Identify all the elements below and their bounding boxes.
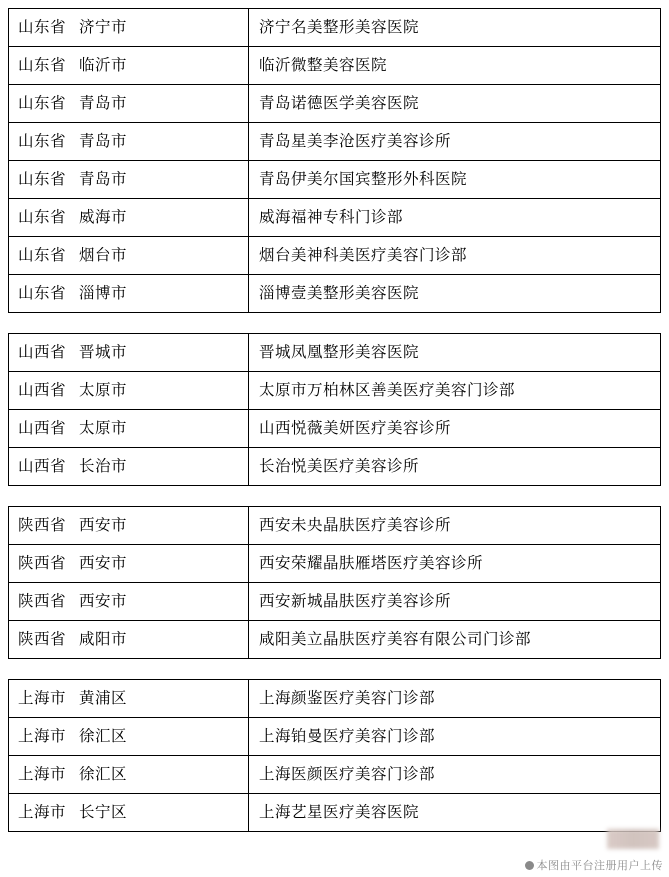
city-text: 临沂市 bbox=[79, 55, 128, 74]
cell-institution: 西安未央晶肤医疗美容诊所 bbox=[259, 515, 452, 534]
province-text: 山东省 bbox=[18, 283, 67, 302]
document-page bbox=[0, 8, 669, 877]
table-row bbox=[9, 718, 660, 756]
cell-region bbox=[9, 680, 249, 717]
cell-region bbox=[9, 756, 249, 793]
province-text: 山东省 bbox=[18, 207, 67, 226]
city-text: 威海市 bbox=[79, 207, 128, 226]
province-text: 陕西省 bbox=[18, 515, 67, 534]
province-text: 山东省 bbox=[18, 55, 67, 74]
cell-region bbox=[9, 9, 249, 46]
cell-institution: 临沂微整美容医院 bbox=[259, 55, 388, 74]
table-group bbox=[8, 8, 661, 313]
province-text: 陕西省 bbox=[18, 591, 67, 610]
city-text: 咸阳市 bbox=[79, 629, 128, 648]
cell-institution: 威海福神专科门诊部 bbox=[259, 207, 404, 226]
table-row bbox=[9, 237, 660, 275]
cell-institution: 烟台美神科美医疗美容门诊部 bbox=[259, 245, 468, 264]
city-text: 徐汇区 bbox=[79, 764, 128, 783]
table-row bbox=[9, 47, 660, 85]
province-text: 山西省 bbox=[18, 380, 67, 399]
table-row bbox=[9, 123, 660, 161]
city-text: 西安市 bbox=[79, 591, 128, 610]
province-text: 上海市 bbox=[18, 688, 67, 707]
redaction-blur bbox=[607, 829, 659, 849]
province-text: 山西省 bbox=[18, 342, 67, 361]
city-text: 长宁区 bbox=[79, 802, 128, 821]
cell-institution: 青岛伊美尔国宾整形外科医院 bbox=[259, 169, 468, 188]
table-group bbox=[8, 506, 661, 659]
cell-region bbox=[9, 275, 249, 312]
cell-institution: 淄博壹美整形美容医院 bbox=[259, 283, 420, 302]
province-text: 山东省 bbox=[18, 245, 67, 264]
city-text: 徐汇区 bbox=[79, 726, 128, 745]
cell-region bbox=[9, 199, 249, 236]
cell-institution: 青岛诺德医学美容医院 bbox=[259, 93, 420, 112]
city-text: 西安市 bbox=[79, 515, 128, 534]
cell-region bbox=[9, 794, 249, 831]
province-text: 山东省 bbox=[18, 169, 67, 188]
table-row bbox=[9, 199, 660, 237]
province-text: 上海市 bbox=[18, 764, 67, 783]
city-text: 青岛市 bbox=[79, 169, 128, 188]
cell-region bbox=[9, 123, 249, 160]
table-row bbox=[9, 372, 660, 410]
table-row bbox=[9, 621, 660, 659]
city-text: 青岛市 bbox=[79, 131, 128, 150]
table-row bbox=[9, 583, 660, 621]
cell-region bbox=[9, 545, 249, 582]
cell-region bbox=[9, 47, 249, 84]
cell-region bbox=[9, 621, 249, 658]
province-text: 上海市 bbox=[18, 726, 67, 745]
cell-institution: 长治悦美医疗美容诊所 bbox=[259, 456, 420, 475]
table-group bbox=[8, 333, 661, 486]
province-text: 陕西省 bbox=[18, 553, 67, 572]
cell-institution: 上海颜鉴医疗美容门诊部 bbox=[259, 688, 436, 707]
cell-region bbox=[9, 448, 249, 485]
cell-institution: 咸阳美立晶肤医疗美容有限公司门诊部 bbox=[259, 629, 532, 648]
table-row bbox=[9, 85, 660, 123]
cell-region bbox=[9, 507, 249, 544]
province-text: 山西省 bbox=[18, 456, 67, 475]
city-text: 太原市 bbox=[79, 380, 128, 399]
table-row bbox=[9, 275, 660, 313]
cell-region bbox=[9, 372, 249, 409]
city-text: 西安市 bbox=[79, 553, 128, 572]
cell-institution: 西安荣耀晶肤雁塔医疗美容诊所 bbox=[259, 553, 484, 572]
watermark-text: 本图由平台注册用户上传 bbox=[536, 859, 663, 872]
city-text: 济宁市 bbox=[79, 17, 128, 36]
table-group bbox=[8, 679, 661, 832]
cell-region bbox=[9, 237, 249, 274]
city-text: 长治市 bbox=[79, 456, 128, 475]
city-text: 青岛市 bbox=[79, 93, 128, 112]
cell-institution: 山西悦薇美妍医疗美容诊所 bbox=[259, 418, 452, 437]
city-text: 黄浦区 bbox=[79, 688, 128, 707]
cell-region bbox=[9, 718, 249, 755]
cell-region bbox=[9, 161, 249, 198]
province-text: 山东省 bbox=[18, 17, 67, 36]
province-text: 山东省 bbox=[18, 131, 67, 150]
province-text: 山西省 bbox=[18, 418, 67, 437]
table-row bbox=[9, 756, 660, 794]
table-row bbox=[9, 545, 660, 583]
cell-institution: 济宁名美整形美容医院 bbox=[259, 17, 420, 36]
cell-region bbox=[9, 85, 249, 122]
city-text: 烟台市 bbox=[79, 245, 128, 264]
cell-institution: 晋城凤凰整形美容医院 bbox=[259, 342, 420, 361]
cell-region bbox=[9, 583, 249, 620]
watermark bbox=[525, 857, 664, 873]
table-row bbox=[9, 507, 660, 545]
cell-region bbox=[9, 334, 249, 371]
province-text: 山东省 bbox=[18, 93, 67, 112]
cell-region bbox=[9, 410, 249, 447]
cell-institution: 上海铂曼医疗美容门诊部 bbox=[259, 726, 436, 745]
city-text: 淄博市 bbox=[79, 283, 128, 302]
cell-institution: 太原市万柏林区善美医疗美容门诊部 bbox=[259, 380, 516, 399]
table-row bbox=[9, 410, 660, 448]
table-row bbox=[9, 794, 660, 832]
city-text: 晋城市 bbox=[79, 342, 128, 361]
table-row bbox=[9, 334, 660, 372]
table-groups bbox=[0, 8, 669, 832]
cell-institution: 西安新城晶肤医疗美容诊所 bbox=[259, 591, 452, 610]
cell-institution: 青岛星美李沧医疗美容诊所 bbox=[259, 131, 452, 150]
table-row bbox=[9, 161, 660, 199]
cell-institution: 上海医颜医疗美容门诊部 bbox=[259, 764, 436, 783]
city-text: 太原市 bbox=[79, 418, 128, 437]
table-row bbox=[9, 9, 660, 47]
province-text: 上海市 bbox=[18, 802, 67, 821]
cell-institution: 上海艺星医疗美容医院 bbox=[259, 802, 420, 821]
province-text: 陕西省 bbox=[18, 629, 67, 648]
table-row bbox=[9, 448, 660, 486]
table-row bbox=[9, 680, 660, 718]
